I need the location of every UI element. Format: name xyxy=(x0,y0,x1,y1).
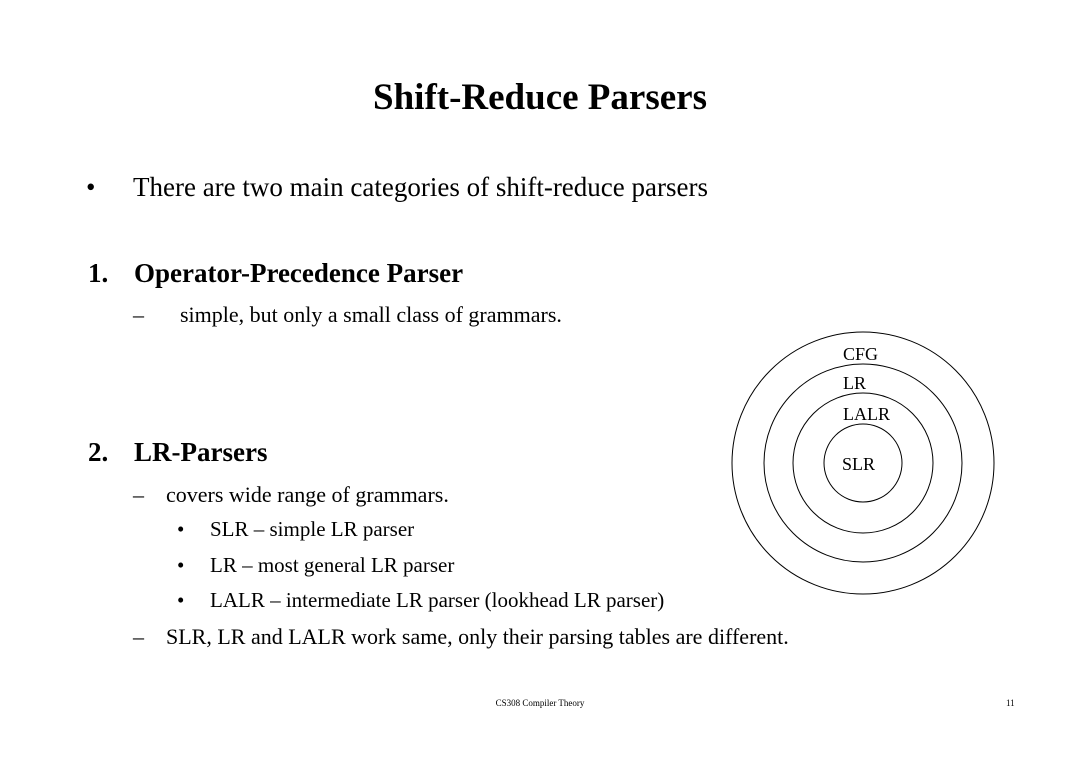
section-2-item-5-text: SLR, LR and LALR work same, only their parsing tables are different. xyxy=(166,624,789,649)
page-number: 11 xyxy=(1006,698,1015,708)
slr-label: SLR xyxy=(842,454,876,474)
section-2-item-5-marker: – xyxy=(133,624,144,649)
section-2-item-2-marker: • xyxy=(177,517,185,541)
cfg-label: CFG xyxy=(843,344,879,364)
lalr-label: LALR xyxy=(843,404,890,424)
intro-bullet: • xyxy=(86,172,96,202)
slide-title: Shift-Reduce Parsers xyxy=(373,77,707,118)
section-2-item-3-text: LR – most general LR parser xyxy=(210,553,455,577)
section-1-item-1-text: simple, but only a small class of grammars. xyxy=(180,302,562,327)
section-2-item-1-marker: – xyxy=(133,482,144,507)
intro-text: There are two main categories of shift-reduce parsers xyxy=(133,172,708,202)
section-1-number: 1. xyxy=(88,258,109,288)
section-1-item-1-marker: – xyxy=(133,302,144,327)
section-2-item-4-text: LALR – intermediate LR parser (lookhead LR parser) xyxy=(210,588,665,612)
lr-label: LR xyxy=(843,373,867,393)
section-1-heading: Operator-Precedence Parser xyxy=(134,258,464,288)
section-2-item-3-marker: • xyxy=(177,553,185,577)
section-2-heading: LR-Parsers xyxy=(134,437,268,467)
section-2-number: 2. xyxy=(88,437,109,467)
section-2-item-1-text: covers wide range of grammars. xyxy=(166,482,449,507)
section-2-item-4-marker: • xyxy=(177,588,185,612)
section-2-item-2-text: SLR – simple LR parser xyxy=(210,517,415,541)
grammar-class-diagram xyxy=(730,330,996,596)
footer-course: CS308 Compiler Theory xyxy=(495,698,585,708)
